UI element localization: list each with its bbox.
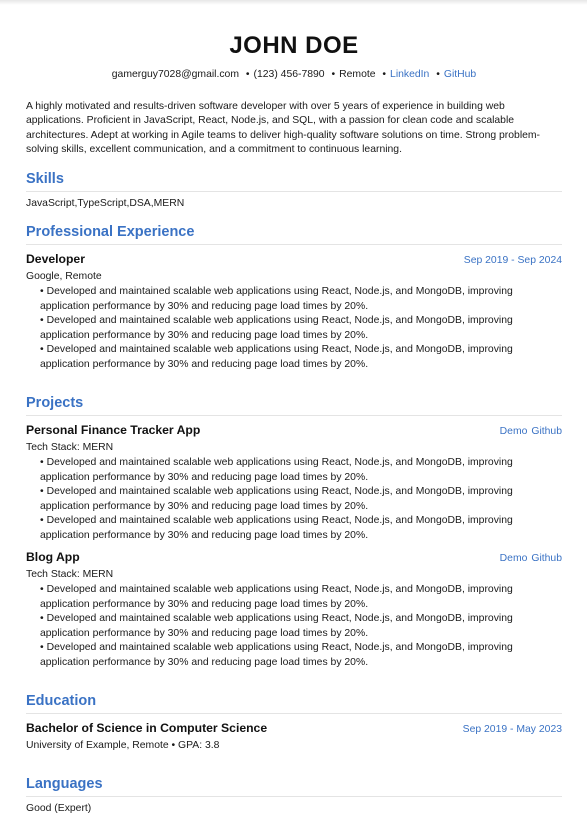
separator: •	[331, 69, 336, 80]
project-entry	[26, 549, 562, 670]
bullet-dot: •	[40, 344, 44, 355]
list-item: • Developed and maintained scalable web applications using React, Node.js, and MongoDB, improving application performance by 30% and reducing page load times by 20%.	[40, 642, 513, 668]
github-link[interactable]: GitHub	[443, 69, 477, 80]
bullet-dot: •	[40, 315, 44, 326]
experience-entry	[26, 251, 562, 372]
bullet-dot: •	[40, 486, 44, 497]
list-item: • Developed and maintained scalable web applications using React, Node.js, and MongoDB, improving application performance by 30% and reducing page load times by 20%.	[40, 315, 513, 341]
list-item: • Developed and maintained scalable web applications using React, Node.js, and MongoDB, improving application performance by 30% and reducing page load times by 20%.	[40, 457, 513, 483]
location-text: Remote	[339, 69, 376, 80]
job-company: Google, Remote	[26, 270, 102, 282]
languages-text: Good (Expert)	[26, 803, 92, 814]
project-bullets	[26, 583, 562, 670]
list-item: • Developed and maintained scalable web applications using React, Node.js, and MongoDB, improving application performance by 30% and reducing page load times by 20%.	[40, 584, 513, 610]
list-item: • Developed and maintained scalable web applications using React, Node.js, and MongoDB, improving application performance by 30% and reducing page load times by 20%.	[40, 515, 513, 541]
separator: •	[382, 69, 387, 80]
bullet-dot: •	[40, 584, 44, 595]
education-entry	[26, 720, 562, 753]
education-date: Sep 2019 - May 2023	[462, 724, 562, 735]
section-title-skills: Skills	[26, 170, 562, 192]
job-role: Developer	[26, 252, 85, 266]
list-item: • Developed and maintained scalable web applications using React, Node.js, and MongoDB, improving application performance by 30% and reducing page load times by 20%.	[40, 613, 513, 639]
section-title-projects: Projects	[26, 394, 562, 416]
skills-text: JavaScript,TypeScript,DSA,MERN	[26, 197, 185, 209]
section-title-languages: Languages	[26, 775, 562, 797]
github-link[interactable]: Github	[531, 426, 562, 437]
job-bullets	[26, 285, 562, 372]
list-item: • Developed and maintained scalable web applications using React, Node.js, and MongoDB, improving application performance by 30% and reducing page load times by 20%.	[40, 486, 513, 512]
project-links	[496, 552, 562, 567]
linkedin-link[interactable]: LinkedIn	[390, 69, 430, 80]
github-link[interactable]: Github	[531, 553, 562, 564]
section-title-education: Education	[26, 692, 562, 714]
bullet-dot: •	[40, 613, 44, 624]
project-stack: Tech Stack: MERN	[26, 568, 114, 580]
bullet-dot: •	[40, 457, 44, 468]
candidate-name: JOHN DOE	[229, 32, 359, 59]
separator: •	[436, 69, 440, 80]
list-item: • Developed and maintained scalable web applications using React, Node.js, and MongoDB, improving application performance by 30% and reducing page load times by 20%.	[40, 286, 513, 312]
bullet-dot: •	[40, 515, 44, 526]
demo-link[interactable]: Demo	[499, 426, 528, 437]
demo-link[interactable]: Demo	[499, 553, 528, 564]
project-bullets	[26, 456, 562, 543]
project-entry	[26, 422, 562, 543]
separator: •	[245, 69, 250, 80]
bullet-dot: •	[40, 286, 44, 297]
project-links	[496, 425, 562, 440]
project-stack: Tech Stack: MERN	[26, 441, 114, 453]
degree-title: Bachelor of Science in Computer Science	[26, 721, 268, 735]
email-text[interactable]: gamerguy7028@gmail.com	[111, 69, 239, 80]
bullet-dot: •	[40, 642, 44, 653]
top-shadow-bar	[0, 0, 587, 5]
project-name: Blog App	[26, 550, 80, 564]
school-text: University of Example, Remote • GPA: 3.8	[26, 739, 220, 751]
section-title-experience: Professional Experience	[26, 223, 562, 245]
phone-text: (123) 456-7890	[253, 69, 325, 80]
summary-paragraph: A highly motivated and results-driven software developer with over 5 years of experience in building web applications. Proficient in JavaScript, React, Node.js, and SQL, with a passion for clean code and scalable architectures. Adept at working in Agile teams to deliver high-quality software solutions on time. Strong problem-solving skills, excellent communication, and a commitment to continuous learning.	[26, 100, 541, 155]
job-date: Sep 2019 - Sep 2024	[463, 255, 562, 266]
contact-line	[26, 68, 562, 83]
project-name: Personal Finance Tracker App	[26, 423, 201, 437]
list-item: • Developed and maintained scalable web applications using React, Node.js, and MongoDB, improving application performance by 30% and reducing page load times by 20%.	[40, 344, 513, 370]
